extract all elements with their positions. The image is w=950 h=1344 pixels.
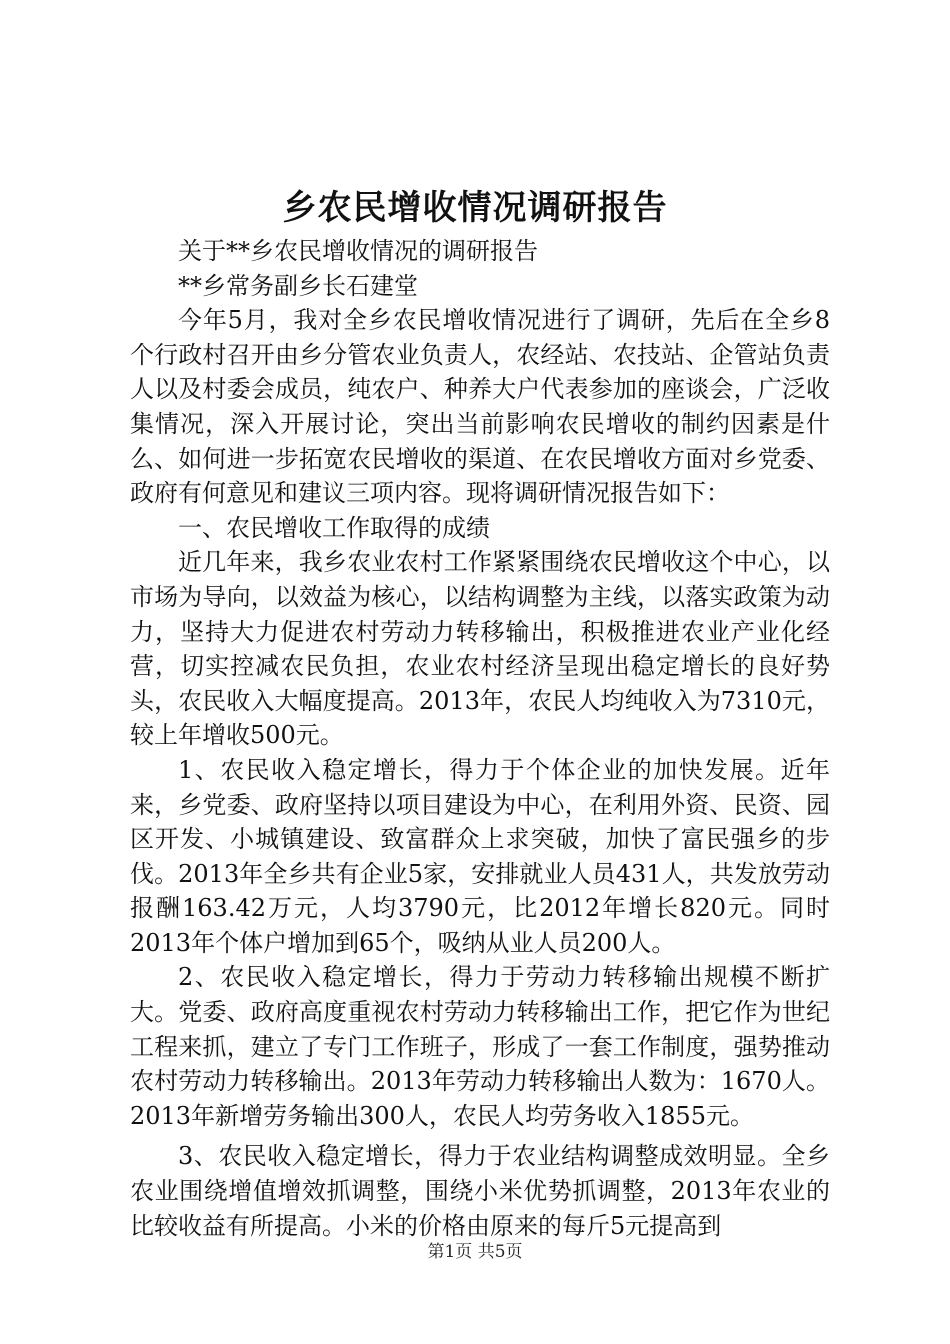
document-body: [130, 234, 830, 1243]
intro-paragraph: 今年5月，我对全乡农民增收情况进行了调研，先后在全乡8个行政村召开由乡分管农业负责人，农经站、农技站、企管站负责人以及村委会成员，纯农户、种养大户代表参加的座谈会，广泛收集情况，深入开展讨论，突出当前影响农民增收的制约因素是什么、如何进一步拓宽农民增收的渠道、在农民增收方面对乡党委、政府有何意见和建议三项内容。现将调研情况报告如下：: [130, 306, 830, 508]
point-2-paragraph: 2、农民收入稳定增长，得力于劳动力转移输出规模不断扩大。党委、政府高度重视农村劳动力转移输出工作，把它作为世纪工程来抓，建立了专门工作班子，形成了一套工作制度，强势推动农村劳动力转移输出。2013年劳动力转移输出人数为：1670人。2013年新增劳务输出300人，农民人均劳务收入1855元。: [130, 963, 830, 1130]
report-author: **乡常务副乡长石建堂: [178, 271, 418, 300]
point-3-paragraph: 3、农民收入稳定增长，得力于农业结构调整成效明显。全乡农业围绕增值增效抓调整，围绕小米优势抓调整，2013年农业的比较收益有所提高。小米的价格由原来的每斤5元提高到: [130, 1142, 830, 1240]
page-footer: 第1页 共5页: [427, 1242, 523, 1262]
document-title: 乡农民增收情况调研报告: [282, 188, 668, 228]
section-heading: 一、农民增收工作取得的成绩: [178, 513, 490, 542]
report-heading: 关于**乡农民增收情况的调研报告: [178, 237, 538, 265]
point-1-paragraph: 1、农民收入稳定增长，得力于个体企业的加快发展。近年来，乡党委、政府坚持以项目建设为中心，在利用外资、民资、园区开发、小城镇建设、致富群众上求突破，加快了富民强乡的步伐。2013年全乡共有企业5家，安排就业人员431人，共发放劳动报酬163.42万元，人均3790元，比2012年增长820元。同时2013年个体户增加到65个，吸纳从业人员200人。: [130, 755, 830, 957]
achievements-paragraph: 近几年来，我乡农业农村工作紧紧围绕农民增收这个中心，以市场为导向，以效益为核心，以结构调整为主线，以落实政策为动力，坚持大力促进农村劳动力转移输出，积极推进农业产业化经营，切实控减农民负担，农业农村经济呈现出稳定增长的良好势头，农民收入大幅度提高。2013年，农民人均纯收入为7310元，较上年增收500元。: [130, 548, 830, 750]
